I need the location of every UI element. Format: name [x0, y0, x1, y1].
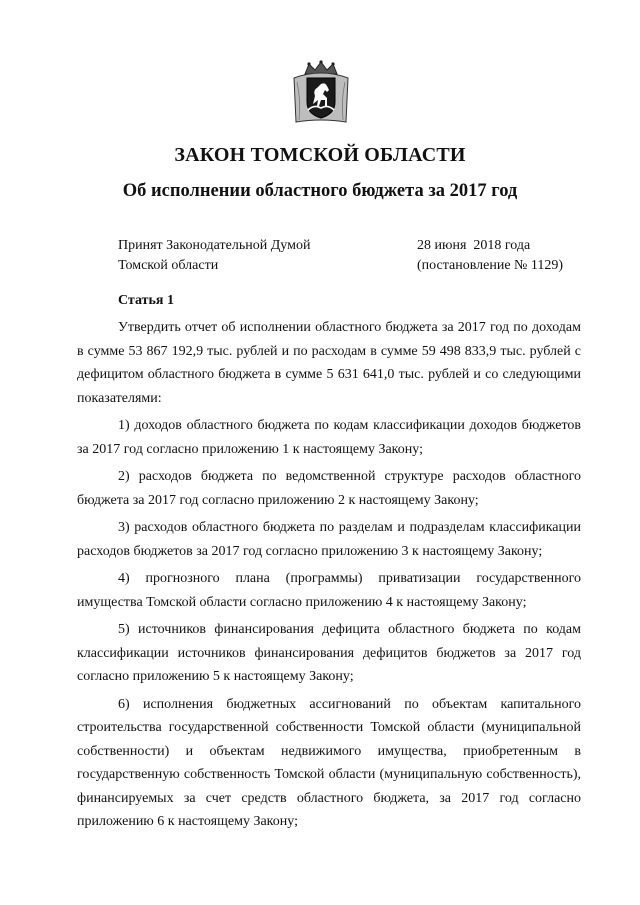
adoption-date: 28 июня 2018 года — [417, 238, 531, 253]
article-intro-paragraph: Утвердить отчет об исполнении областного бюджета за 2017 год по доходам в сумме 53 867 192,9 тыс. рублей и по расходам в сумме 59 498 833,9 тыс. рублей с дефицитом областного бюджета в сумме 5 631 641,0 тыс. рублей и со следующими показателями: — [77, 320, 581, 406]
article-item: 2) расходов бюджета по ведомственной структуре расходов областного бюджета за 2017 год согласно приложению 2 к настоящему Закону; — [77, 469, 581, 508]
article-body — [77, 316, 581, 838]
article-item: 4) прогнозного плана (программы) приватизации государственного имущества Томской области согласно приложению 4 к настоящему Закону; — [77, 571, 581, 610]
article-item: 1) доходов областного бюджета по кодам классификации доходов бюджетов за 2017 год согласно приложению 1 к настоящему Закону; — [77, 418, 581, 457]
article-item: 5) источников финансирования дефицита областного бюджета по кодам классификации источников финансирования дефицитов бюджетов за 2017 год согласно приложению 5 к настоящему Закону; — [77, 622, 581, 684]
article-item: 6) исполнения бюджетных ассигнований по объектам капитального строительства государственной собственности Томской области (муниципальной собственности) и объектам недвижимого имущества, приобретенным в государственную собственность Томской области (муниципальную собственность), финансируемых за счет средств областного бюджета, за 2017 год согласно приложению 6 к настоящему Закону; — [77, 696, 581, 829]
tomsk-oblast-coat-of-arms-icon — [291, 60, 351, 126]
adopted-by-line-1: Принят Законодательной Думой — [118, 238, 311, 253]
resolution-number: (постановление № 1129) — [417, 258, 564, 273]
article-heading: Статья 1 — [118, 293, 174, 308]
adopted-by-line-2: Томской области — [118, 258, 219, 273]
law-subtitle: Об исполнении областного бюджета за 2017 год — [122, 181, 518, 201]
article-item: 3) расходов областного бюджета по разделам и подразделам классификации расходов бюджетов за 2017 год согласно приложению 3 к настоящему Закону; — [77, 520, 581, 559]
adoption-date-block — [417, 236, 563, 276]
adopted-by-block — [118, 236, 310, 276]
law-title: ЗАКОН ТОМСКОЙ ОБЛАСТИ — [174, 144, 466, 166]
